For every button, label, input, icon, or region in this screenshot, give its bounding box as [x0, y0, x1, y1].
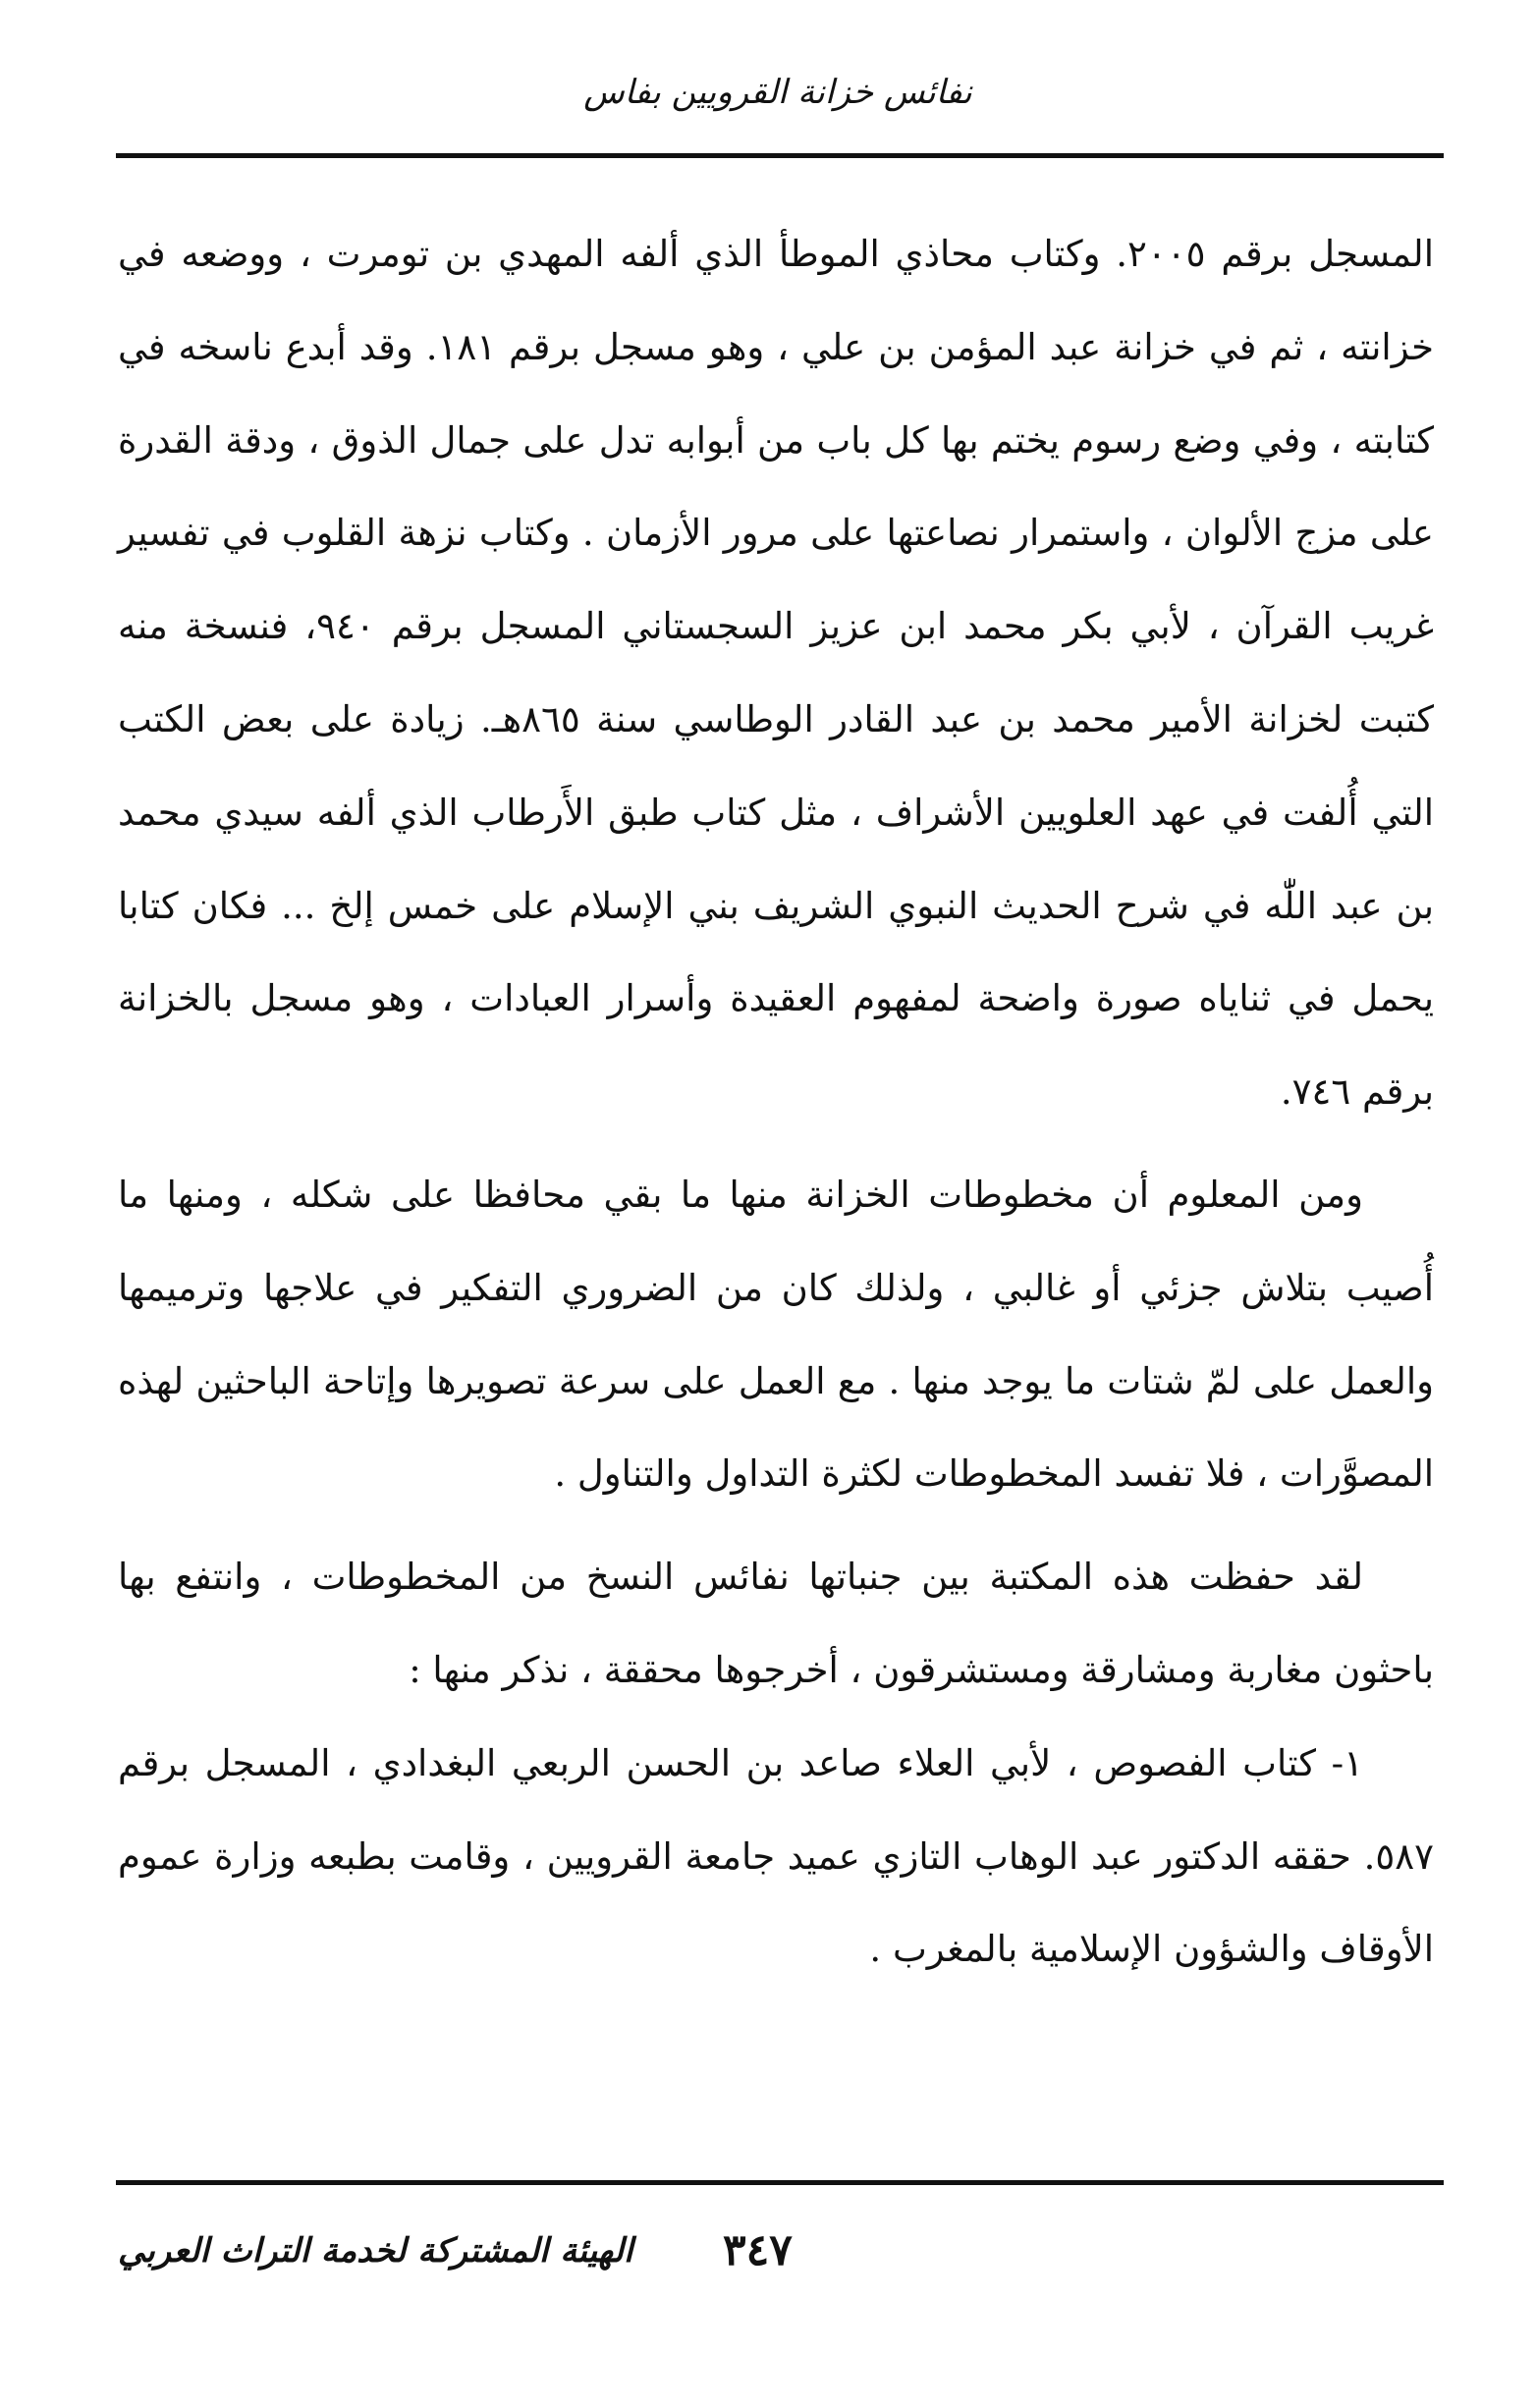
- paragraph-edited-works-intro: لقد حفظت هذه المكتبة بين جنباتها نفائس النسخ من المخطوطات ، وانتفع بها باحثون مغاربة ومشارقة ومستشرقون ، أخرجوها محققة ، نذكر منها :: [118, 1556, 1434, 1691]
- paragraph-manuscript-examples: المسجل برقم ٢٠٠٥. وكتاب محاذي الموطأ الذي ألفه المهدي بن تومرت ، ووضعه في خزانته ، ثم في خزانة عبد المؤمن بن علي ، وهو مسجل برقم ١٨١. وقد أبدع ناسخه في كتابته ، وفي وضع رسوم يختم بها كل باب من أبوابه تدل على جمال الذوق ، ودقة القدرة على مزج الألوان ، واستمرار نصاعتها على مرور الأزمان . وكتاب نزهة القلوب في تفسير غريب القرآن ، لأبي بكر محمد ابن عزيز السجستاني المسجل برقم ٩٤٠، فنسخة منه كتبت لخزانة الأمير محمد بن عبد القادر الوطاسي سنة ٨٦٥هـ. زيادة على بعض الكتب التي أُلفت في عهد العلويين الأشراف ، مثل كتاب طبق الأَرطاب الذي ألفه سيدي محمد بن عبد اللّٰه في شرح الحديث النبوي الشريف بني الإسلام على خمس إلخ ... فكان كتابا يحمل في ثناياه صورة واضحة لمفهوم العقيدة وأسرار العبادات ، وهو مسجل بالخزانة برقم ٧٤٦.: [118, 233, 1434, 1114]
- page-number: ٣٤٧: [723, 2225, 793, 2275]
- running-header-title: نفائس خزانة القرويين بفاس: [583, 73, 972, 112]
- body-text: [118, 208, 1434, 1997]
- list-item-kitab-al-fusus: ١- كتاب الفصوص ، لأبي العلاء صاعد بن الحسن الربعي البغدادي ، المسجل برقم ٥٨٧. حققه الدكتور عبد الوهاب التازي عميد جامعة القرويين ، وقامت بطبعه وزارة عموم الأوقاف والشؤون الإسلامية بالمغرب .: [118, 1741, 1434, 1971]
- footer-rule: [116, 2180, 1444, 2185]
- header-rule: [116, 153, 1444, 158]
- page-footer: [118, 2227, 1438, 2286]
- paragraph-manuscript-preservation: ومن المعلوم أن مخطوطات الخزانة منها ما بقي محافظا على شكله ، ومنها ما أُصيب بتلاش جزئي أو غالبي ، ولذلك كان من الضروري التفكير في علاجها وترميمها والعمل على لمّ شتات ما يوجد منها . مع العمل على سرعة تصويرها وإتاحة الباحثين لهذه المصوَّرات ، فلا تفسد المخطوطات لكثرة التداول والتناول .: [118, 1173, 1434, 1496]
- footer-publisher: الهيئة المشتركة لخدمة التراث العربي: [118, 2231, 633, 2271]
